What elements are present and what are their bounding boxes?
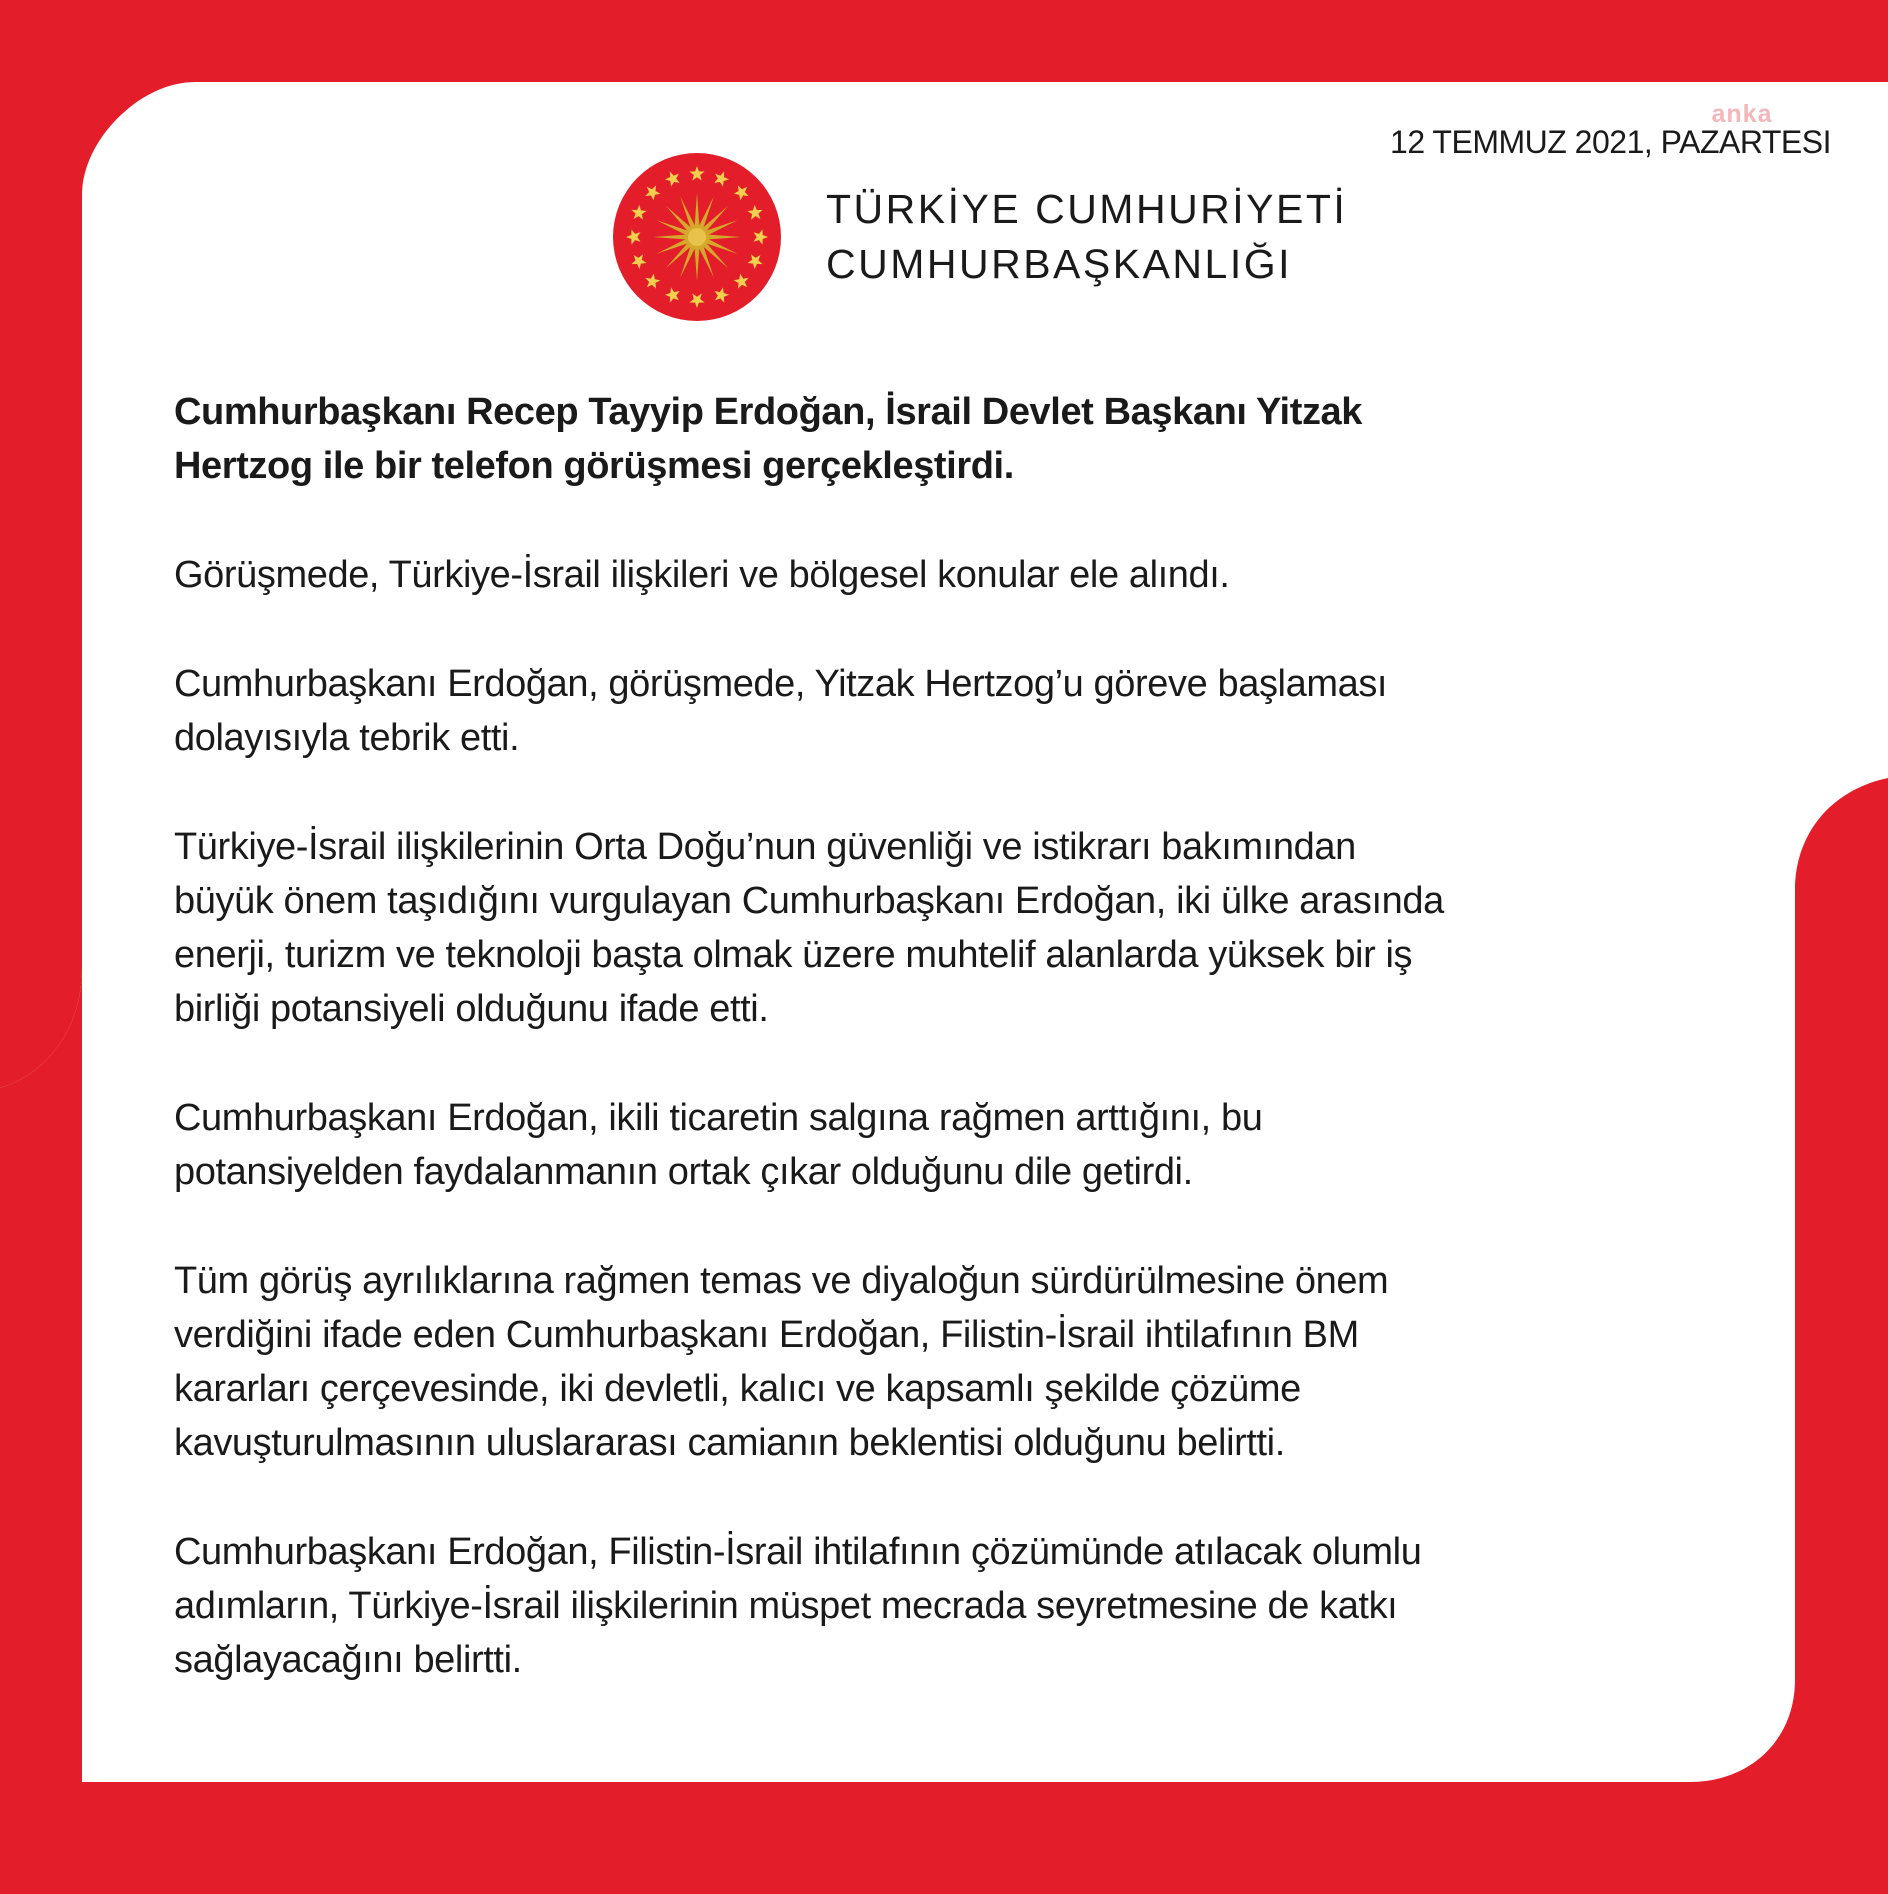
paragraph-5 xyxy=(174,1254,1614,1470)
paragraph-line: büyük önem taşıdığını vurgulayan Cumhurbaşkanı Erdoğan, iki ülke arasında xyxy=(174,880,1444,922)
paragraph-line: dolayısıyla tebrik etti. xyxy=(174,717,520,759)
paragraph-4 xyxy=(174,1091,1614,1199)
paragraph-line: enerji, turizm ve teknoloji başta olmak üzere muhtelif alanlarda yüksek bir iş xyxy=(174,934,1413,976)
press-release-body xyxy=(174,385,1614,1687)
presidential-seal-icon xyxy=(612,152,782,322)
paragraph-line: kavuşturulmasının uluslararası camianın beklentisi olduğunu belirtti. xyxy=(174,1422,1285,1464)
paragraph-line: Cumhurbaşkanı Erdoğan, ikili ticaretin salgına rağmen arttığını, bu xyxy=(174,1097,1263,1139)
anka-watermark: anka xyxy=(1711,100,1773,128)
paragraph-line: potansiyelden faydalanmanın ortak çıkar olduğunu dile getirdi. xyxy=(174,1151,1193,1193)
paragraph-line: birliği potansiyeli olduğunu ifade etti. xyxy=(174,988,769,1030)
paragraph-line: Cumhurbaşkanı Erdoğan, Filistin-İsrail ihtilafının çözümünde atılacak olumlu xyxy=(174,1531,1422,1573)
org-line-2: CUMHURBAŞKANLIĞI xyxy=(826,241,1293,287)
paragraph-line: kararları çerçevesinde, iki devletli, kalıcı ve kapsamlı şekilde çözüme xyxy=(174,1368,1301,1410)
headline-line: Hertzog ile bir telefon görüşmesi gerçekleştirdi. xyxy=(174,445,1014,487)
organization-name xyxy=(826,182,1347,292)
paragraph-line: Türkiye-İsrail ilişkilerinin Orta Doğu’nun güvenliği ve istikrarı bakımından xyxy=(174,826,1356,868)
paragraph-line: Tüm görüş ayrılıklarına rağmen temas ve diyaloğun sürdürülmesine önem xyxy=(174,1260,1389,1302)
letterhead xyxy=(612,152,1347,322)
paragraph-line: sağlayacağını belirtti. xyxy=(174,1639,522,1681)
paragraph-line: Cumhurbaşkanı Erdoğan, görüşmede, Yitzak Hertzog’u göreve başlaması xyxy=(174,663,1388,705)
headline xyxy=(174,385,1614,493)
paragraph-line: adımların, Türkiye-İsrail ilişkilerinin müspet mecrada seyretmesine de katkı xyxy=(174,1585,1398,1627)
paragraph-1 xyxy=(174,548,1614,602)
headline-line: Cumhurbaşkanı Recep Tayyip Erdoğan, İsrail Devlet Başkanı Yitzak xyxy=(174,391,1363,433)
paragraph-3 xyxy=(174,820,1614,1036)
paragraph-2 xyxy=(174,657,1614,765)
org-line-1: TÜRKİYE CUMHURİYETİ xyxy=(826,186,1348,232)
paragraph-6 xyxy=(174,1525,1614,1687)
date-label: 12 TEMMUZ 2021, PAZARTESI xyxy=(1390,124,1831,160)
paragraph-line: Görüşmede, Türkiye-İsrail ilişkileri ve bölgesel konular ele alındı. xyxy=(174,554,1230,596)
paragraph-line: verdiğini ifade eden Cumhurbaşkanı Erdoğan, Filistin-İsrail ihtilafının BM xyxy=(174,1314,1359,1356)
